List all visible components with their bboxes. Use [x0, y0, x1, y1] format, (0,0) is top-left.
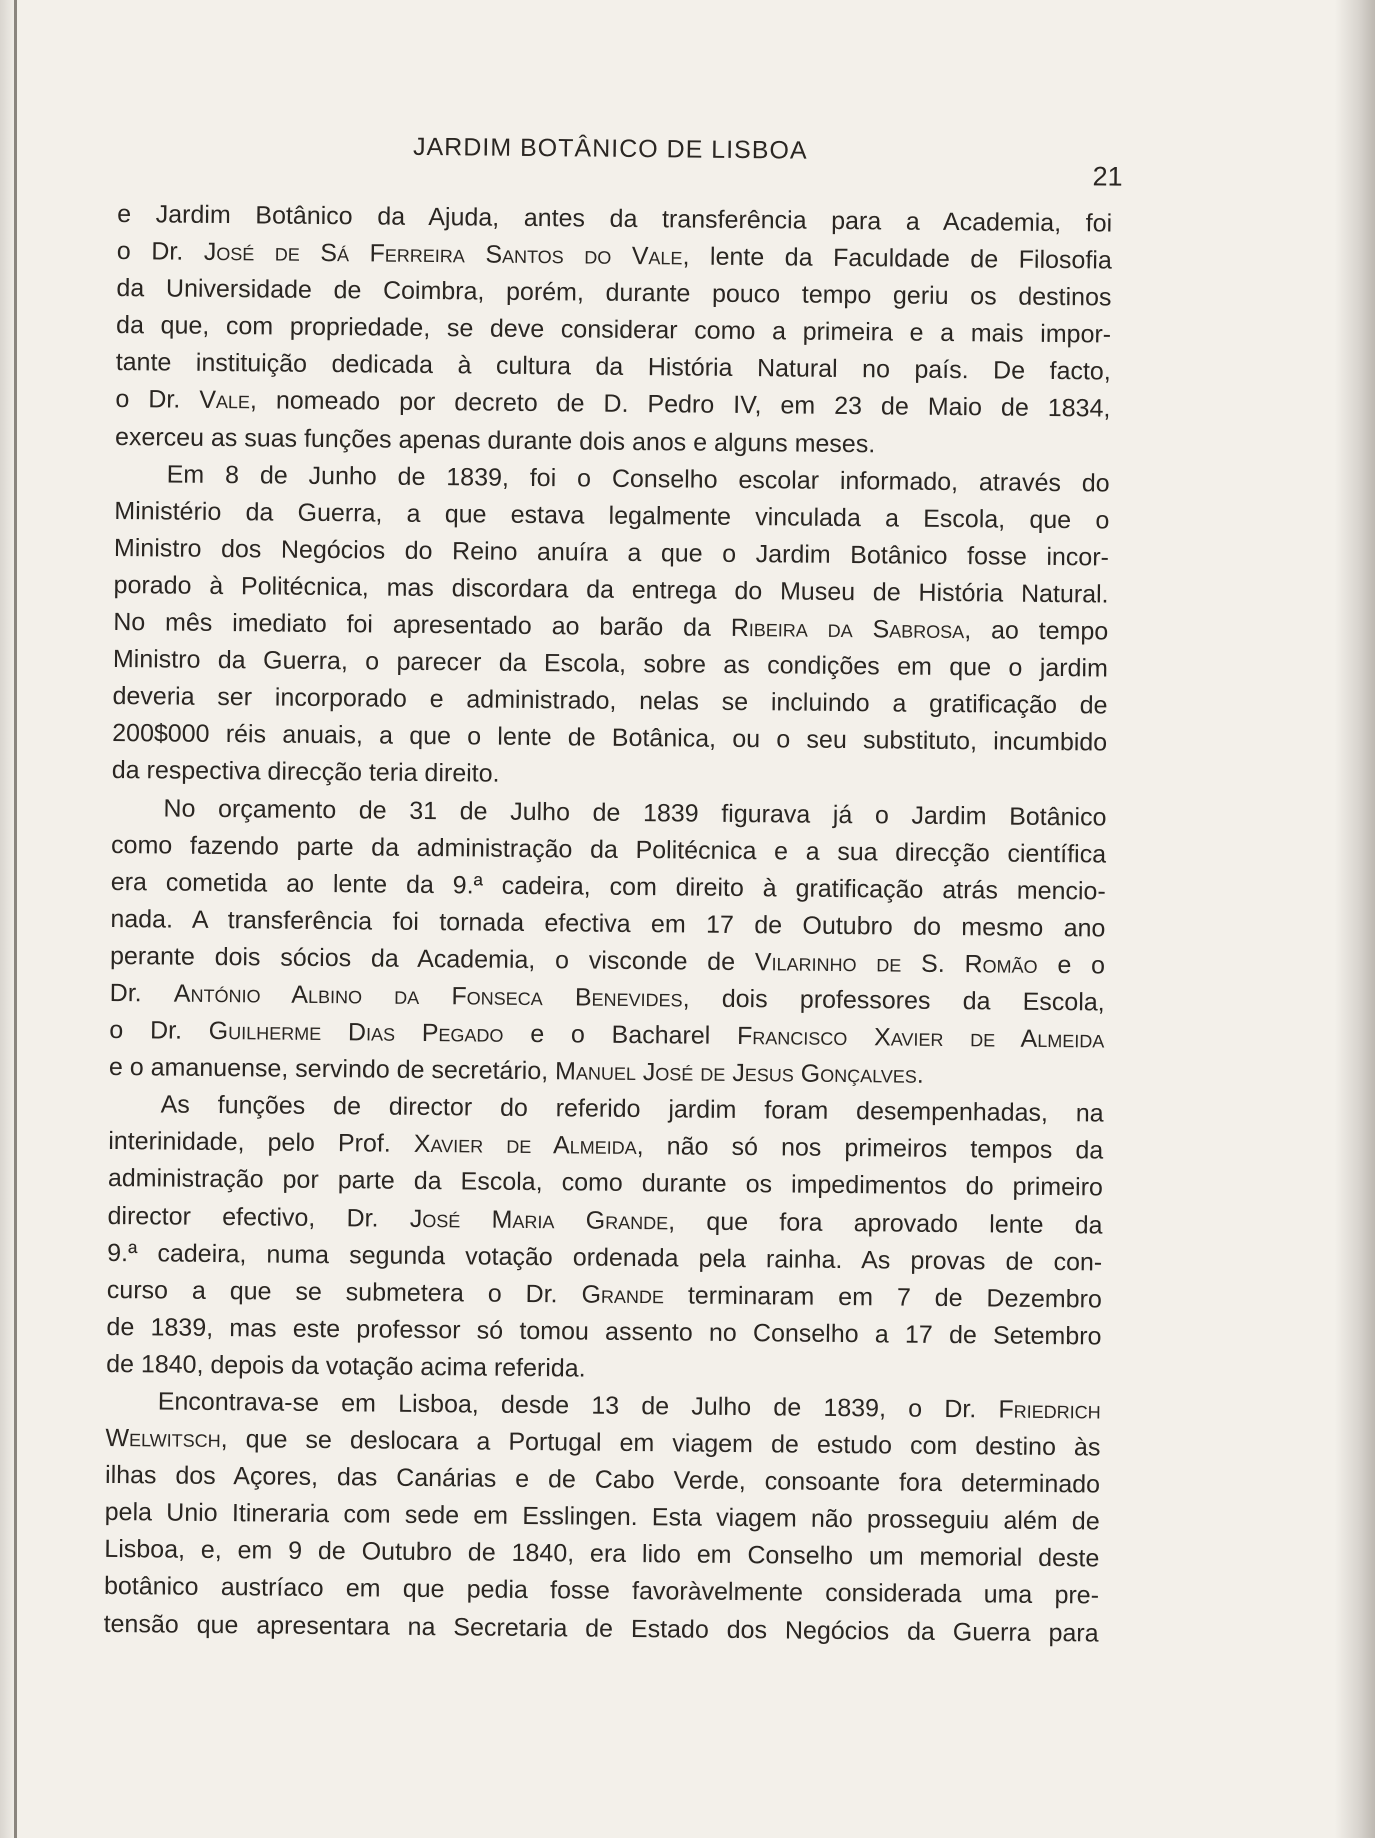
paragraph [115, 196, 1112, 465]
proper-name: Francisco Xavier de Almeida [736, 1022, 1105, 1054]
proper-name: Grande [581, 1280, 665, 1310]
page-gutter [0, 0, 14, 1838]
text-run: , dois professores da Escola, [682, 984, 1105, 1017]
page-number: 21 [1092, 161, 1123, 192]
text-run: o Dr. [109, 1016, 209, 1045]
text-run: e o Bacharel [503, 1019, 738, 1051]
page-edge-left [14, 0, 17, 1838]
proper-name: Vale [199, 386, 251, 415]
text-run: Lisboa, e, em 9 de Outubro de 1840, era lido em Conselho um memorial deste [104, 1535, 1100, 1573]
text-run: pela Unio Itineraria com sede em Esslingen. Esta viagem não prosseguiu além de [104, 1498, 1100, 1536]
proper-name: Ribeira da Sabrosa [730, 613, 965, 645]
text-run: deveria ser incorporado e administrado, nelas se incluindo a gratificação de [112, 682, 1108, 720]
text-run: interinidade, pelo Prof. [108, 1127, 414, 1159]
page-body [103, 196, 1112, 1652]
text-run: , nomeado por decreto de D. Pedro IV, em 23 de Maio de 1834, [249, 386, 1111, 424]
proper-name: Welwitsch [105, 1424, 221, 1454]
text-run: terminaram em 7 de Dezembro [663, 1281, 1102, 1314]
proper-name: António Albino da Fonseca Benevides [173, 979, 683, 1013]
text-run: o Dr. [116, 237, 204, 266]
proper-name: Vilarinho de S. Romão [754, 948, 1038, 979]
proper-name: Manuel José de Jesus Gonçalves [554, 1057, 918, 1089]
text-run: As funções de director do referido jardim foram desempenhadas, na [160, 1090, 1104, 1128]
text-run: Ministro dos Negócios do Reino anuíra a que o Jardim Botânico fosse incor- [113, 533, 1110, 572]
text-run: o Dr. [115, 385, 200, 415]
text-run: . [916, 1060, 924, 1089]
text-run: Ministro da Guerra, o parecer da Escola, sobre as condições em que o jardim [112, 645, 1109, 683]
text-run: da que, com propriedade, se deve considerar como a primeira e a mais impor- [115, 311, 1112, 349]
text-run: 9.ª cadeira, numa segunda votação ordenada pela rainha. As provas de con- [107, 1238, 1103, 1277]
text-run: era cometida ao lente da 9.ª cadeira, com direito à gratificação atrás mencio- [110, 867, 1106, 906]
page-edge-right [1335, 0, 1375, 1838]
text-run: 200$000 réis anuais, a que o lente de Botânica, ou o seu substituto, incumbido [112, 719, 1108, 757]
text-run: Dr. [109, 978, 175, 1008]
text-run: administração por parte da Escola, como durante os impedimentos do primeiro [107, 1164, 1104, 1202]
proper-name: Xavier de Almeida [413, 1130, 637, 1161]
text-run: Em 8 de Junho de 1839, foi o Conselho escolar informado, através do [166, 460, 1110, 498]
text-run: tante instituição dedicada à cultura da História Natural no país. De facto, [115, 348, 1111, 386]
text-run: director efectivo, Dr. [107, 1201, 410, 1233]
text-run: e Jardim Botânico da Ajuda, antes da transferência para a Academia, foi [117, 199, 1113, 238]
book-page [103, 130, 1123, 1652]
text-run: botânico austríaco em que pedia fosse favoràvelmente considerada uma pre- [103, 1572, 1100, 1610]
text-run: , ao tempo [964, 616, 1109, 646]
proper-name: Friedrich [998, 1395, 1101, 1425]
paragraph [106, 1086, 1104, 1392]
text-run: ilhas dos Açores, das Canárias e de Cabo Verde, consoante fora determinado [104, 1461, 1101, 1499]
paragraph [109, 789, 1107, 1095]
proper-name: José de Sá Ferreira Santos do Vale [203, 237, 683, 271]
text-run: nada. A transferência foi tornada efectiva em 17 de Outubro do mesmo ano [110, 904, 1106, 943]
text-run: e o amanuense, servindo de secretário, [108, 1053, 556, 1086]
text-run: perante dois sócios da Academia, o visconde de [109, 941, 755, 977]
text-run: de 1840, depois da votação acima referida. [106, 1349, 586, 1383]
proper-name: José Maria Grande [409, 1204, 669, 1235]
text-run: da Universidade de Coimbra, porém, durante pouco tempo geriu os destinos [116, 274, 1112, 312]
text-run: como fazendo parte da administração da Politécnica e a sua direcção científica [111, 830, 1107, 869]
text-run: No orçamento de 31 de Julho de 1839 figurava já o Jardim Botânico [163, 793, 1107, 832]
text-run: Ministério da Guerra, a que estava legalmente vinculada a Escola, que o [114, 496, 1110, 535]
text-run: , lente da Faculdade de Filosofia [682, 242, 1112, 275]
paragraph [112, 456, 1110, 799]
text-run: de 1839, mas este professor só tomou assento no Conselho a 17 de Setembro [106, 1312, 1102, 1351]
text-run: , que se deslocara a Portugal em viagem de estudo com destino às [220, 1425, 1101, 1462]
text-run: da respectiva direcção teria direito. [111, 756, 500, 789]
text-run: curso a que se submetera o Dr. [106, 1275, 582, 1309]
text-run: exerceu as suas funções apenas durante dois anos e alguns meses. [114, 422, 876, 458]
running-title: JARDIM BOTÂNICO DE LISBOA [412, 132, 808, 165]
text-run: tensão que apresentara na Secretaria de Estado dos Negócios da Guerra para [103, 1609, 1099, 1648]
text-run: , não só nos primeiros tempos da [636, 1132, 1104, 1165]
text-run: Encontrava-se em Lisboa, desde 13 de Julho de 1839, o Dr. [157, 1387, 999, 1424]
paragraph [103, 1383, 1100, 1652]
proper-name: Guilherme Dias Pegado [208, 1016, 504, 1048]
text-run: No mês imediato foi apresentado ao barão da [113, 608, 731, 642]
text-run: porado à Politécnica, mas discordara da entrega do Museu de História Natural. [113, 570, 1109, 609]
text-run: , que fora aprovado lente da [668, 1206, 1103, 1240]
text-run: e o [1037, 950, 1106, 980]
